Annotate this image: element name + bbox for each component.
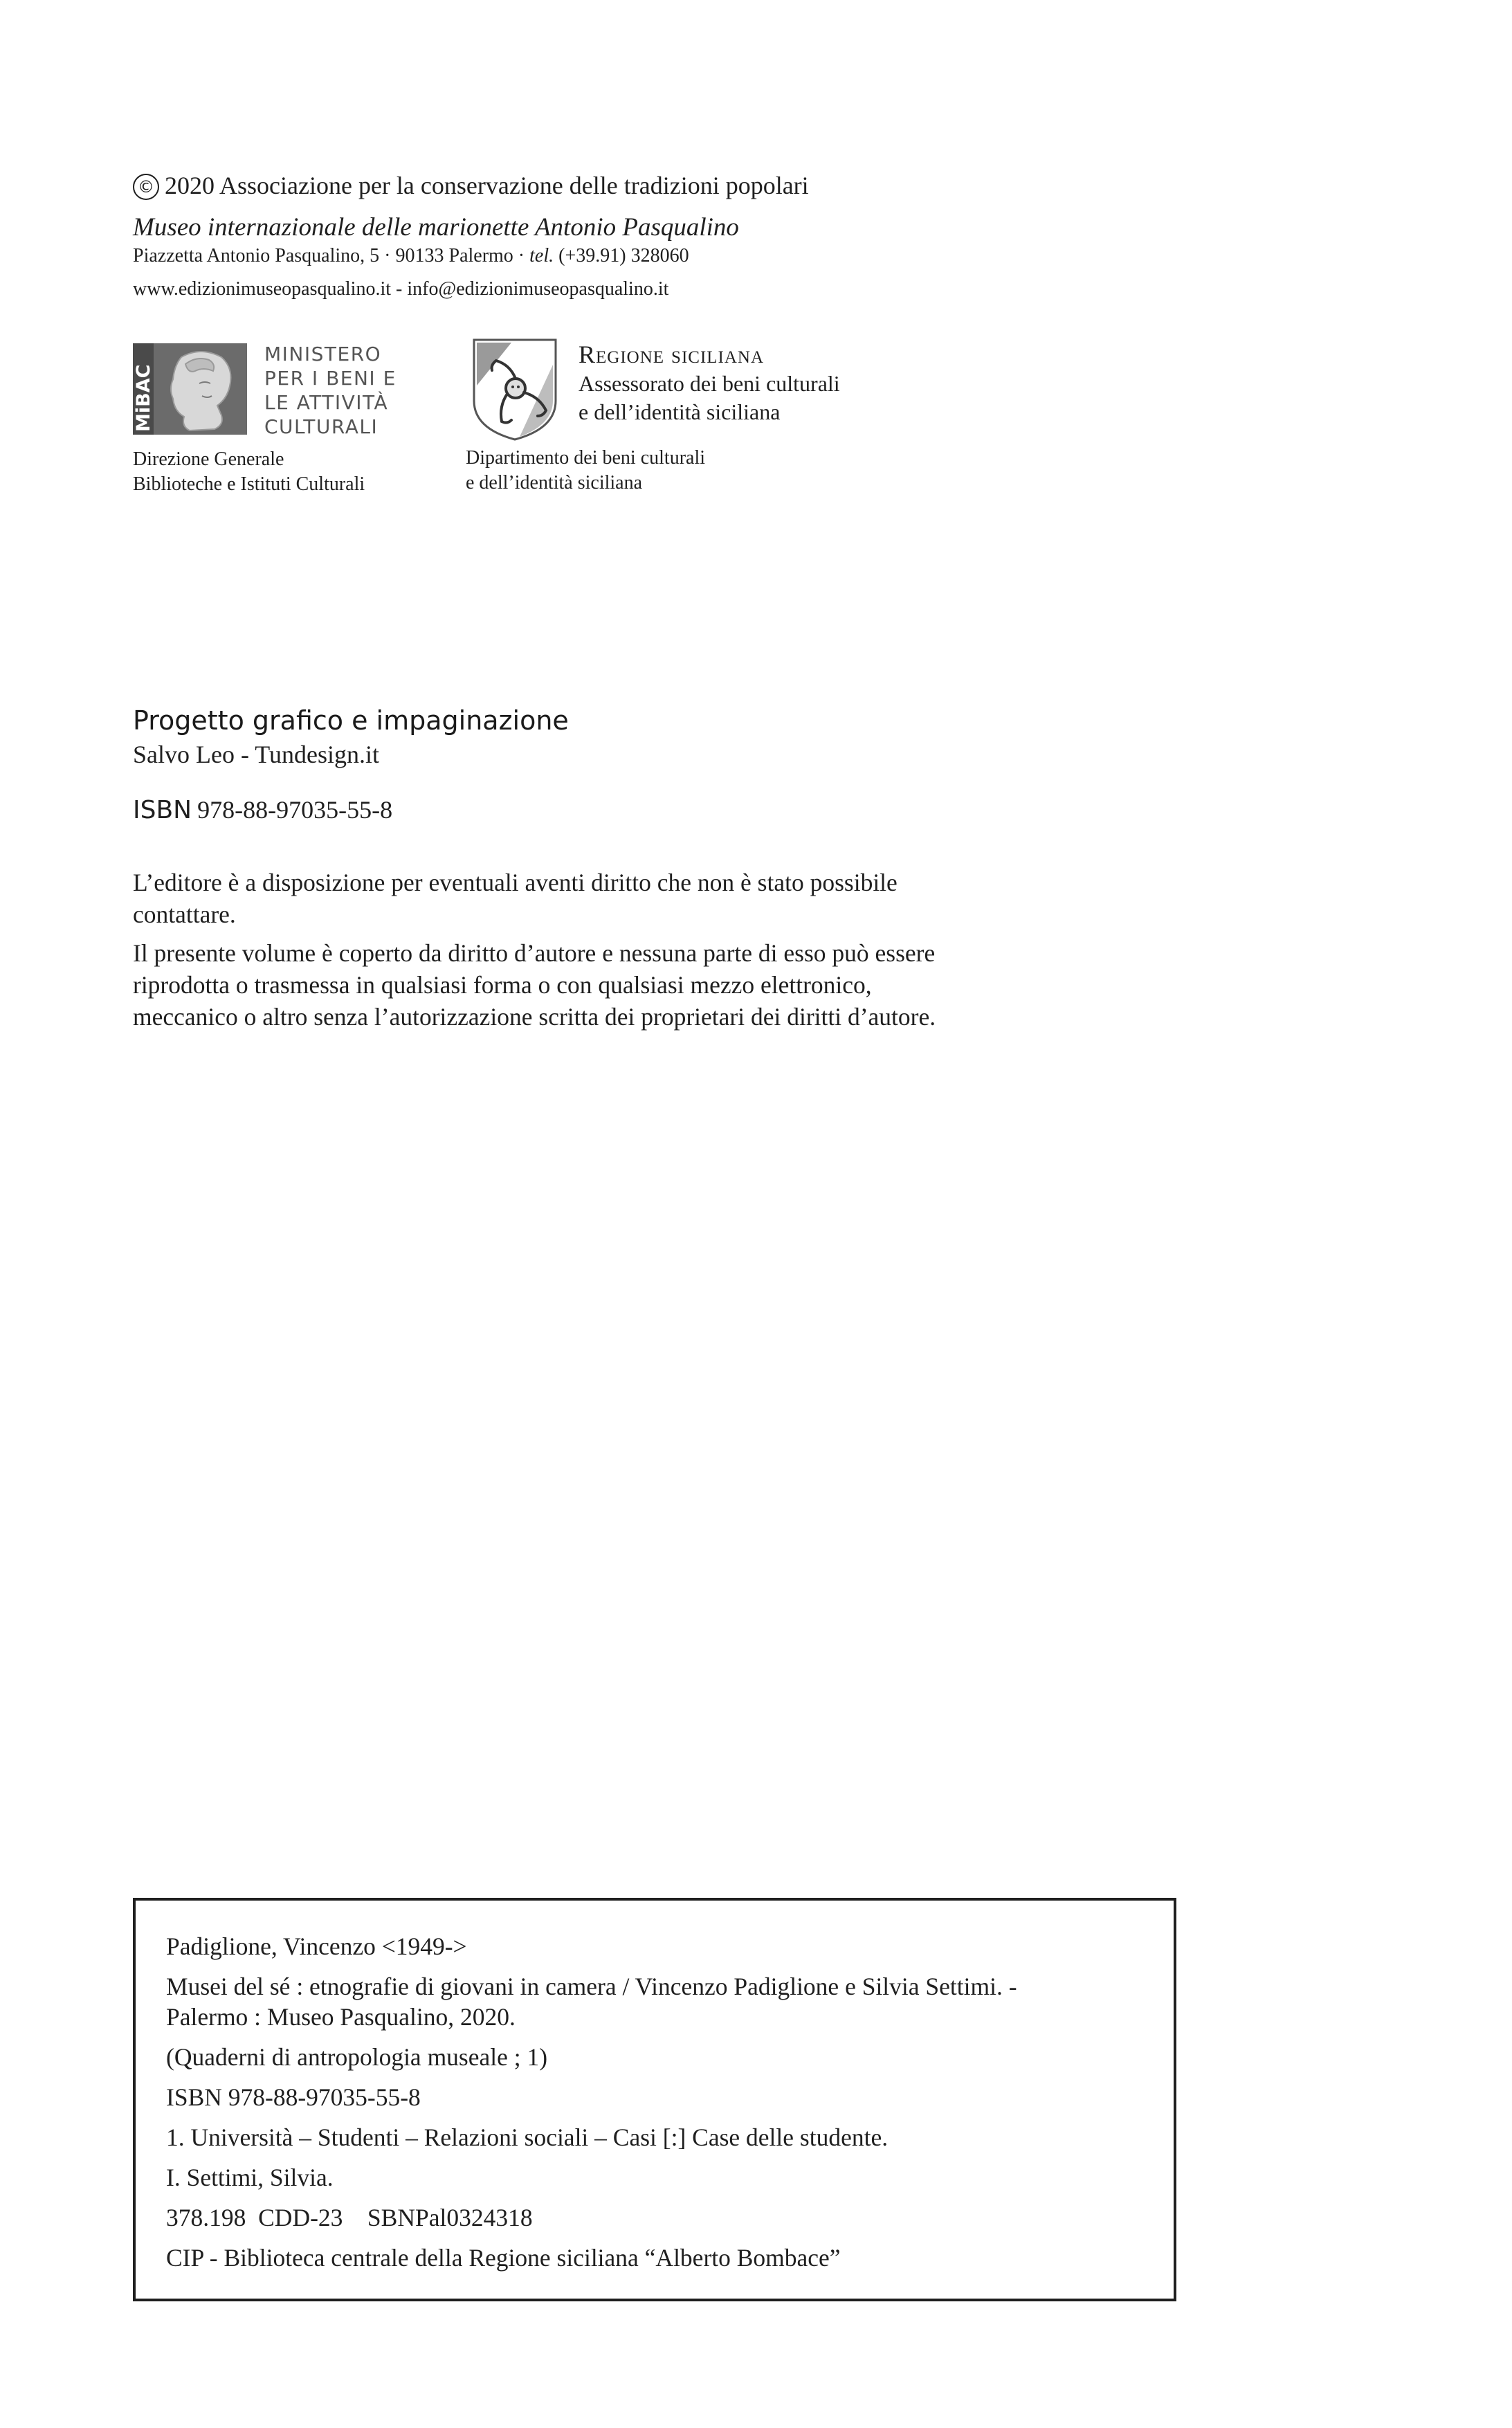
notice-line: Il presente volume è coperto da diritto d’autore e nessuna parte di esso può essere: [133, 939, 936, 967]
region-subtitle-line: Assessorato dei beni culturali: [579, 371, 840, 396]
mibac-caption-line: Biblioteche e Istituti Culturali: [133, 473, 365, 495]
mibac-ministry-words: [264, 342, 397, 439]
mibac-caption: [133, 447, 365, 497]
cip-isbn: ISBN 978-88-97035-55-8: [166, 2083, 421, 2111]
cip-author: Padiglione, Vincenzo <1949->: [166, 1932, 467, 1960]
designer-name: Salvo Leo - Tundesign.it: [133, 741, 380, 768]
cip-title-line: Palermo : Museo Pasqualino, 2020.: [166, 2003, 516, 2031]
notice-line: L’editore è a disposizione per eventuali aventi diritto che non è stato possibile: [133, 869, 898, 896]
mibac-logo-text: MiBAC: [133, 364, 154, 432]
region-caption: [466, 446, 705, 496]
mibac-word-line: MINISTERO: [264, 343, 382, 365]
cip-title-line: Musei del sé : etnografie di giovani in camera / Vincenzo Padiglione e Silvia Settimi. -: [166, 1973, 1017, 2000]
region-caption-line: e dell’identità siciliana: [466, 472, 643, 493]
cip-classification: 378.198 CDD-23 SBNPal0324318: [166, 2204, 533, 2231]
web-contacts: www.edizionimuseopasqualino.it - info@edizionimuseopasqualino.it: [133, 278, 669, 300]
region-title: Regione siciliana: [579, 341, 765, 368]
region-subtitle: [579, 370, 840, 426]
mibac-word-line: CULTURALI: [264, 415, 379, 438]
mibac-word-line: PER I BENI E: [264, 367, 397, 390]
museum-address: [133, 244, 689, 269]
copyright-symbol: ©: [133, 174, 159, 200]
cip-added-entry: I. Settimi, Silvia.: [166, 2164, 334, 2191]
region-subtitle-line: e dell’identità siciliana: [579, 399, 781, 424]
mibac-caption-line: Direzione Generale: [133, 449, 284, 470]
region-crest-icon: [471, 337, 558, 442]
isbn-line: [133, 795, 392, 826]
notice-line: contattare.: [133, 900, 236, 928]
tel-number: (+39.91) 328060: [554, 245, 689, 266]
notice-line: riprodotta o trasmessa in qualsiasi forma o con qualsiasi mezzo elettronico,: [133, 971, 872, 999]
mibac-word-line: LE ATTIVITÀ: [264, 391, 389, 414]
region-caption-line: Dipartimento dei beni culturali: [466, 447, 706, 469]
cip-source: CIP - Biblioteca centrale della Regione siciliana “Alberto Bombace”: [166, 2244, 841, 2272]
address-text: Piazzetta Antonio Pasqualino, 5 · 90133 Palermo ·: [133, 245, 530, 266]
availability-notice: [133, 867, 898, 930]
notice-line: meccanico o altro senza l’autorizzazione scritta dei proprietari dei diritti d’autore.: [133, 1003, 936, 1031]
cip-title: [166, 1971, 1017, 2032]
mibac-logo: [133, 343, 247, 435]
isbn-label: ISBN: [133, 796, 192, 824]
tel-label: tel.: [529, 245, 554, 266]
copyright-notice: [133, 937, 936, 1033]
design-heading: Progetto grafico e impaginazione: [133, 705, 569, 736]
cip-subjects: 1. Università – Studenti – Relazioni sociali – Casi [:] Case delle studente.: [166, 2123, 889, 2151]
cip-series: (Quaderni di antropologia museale ; 1): [166, 2043, 548, 2071]
isbn-value: 978-88-97035-55-8: [197, 796, 393, 824]
copyright-line: [133, 170, 809, 201]
museum-name: Museo internazionale delle marionette Antonio Pasqualino: [133, 213, 739, 242]
copyright-text: 2020 Associazione per la conservazione delle tradizioni popolari: [165, 172, 809, 199]
